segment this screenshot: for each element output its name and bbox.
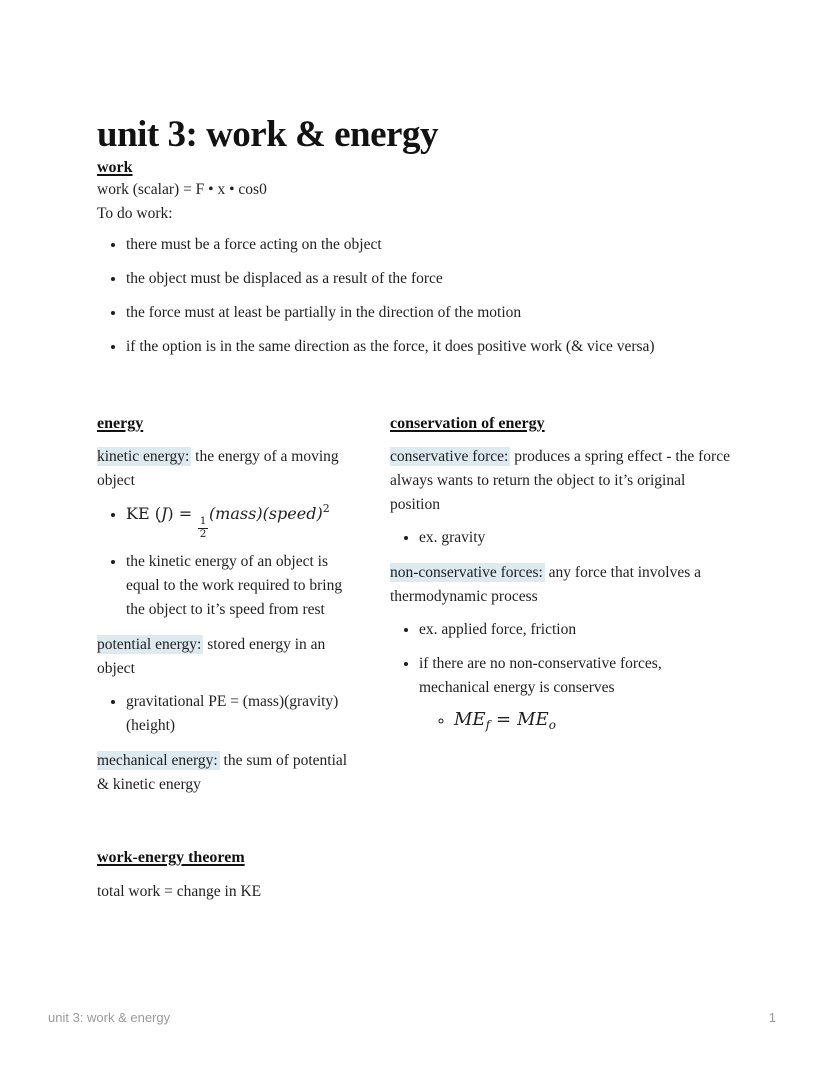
two-column-section (97, 413, 731, 797)
list-item: • gravitational PE = (mass)(gravity)(height) (126, 690, 357, 738)
mechanical-energy-definition (97, 749, 357, 797)
list-item: • ex. gravity (419, 526, 731, 550)
nonconservative-forces-definition-text: any force that involves a thermodynamic process (390, 564, 702, 605)
kinetic-energy-definition-text: the energy of a moving object (97, 448, 339, 489)
me-formula-item (454, 706, 731, 734)
potential-energy-definition (97, 633, 357, 681)
conservative-force-list (390, 526, 731, 550)
conservative-force-definition (390, 445, 731, 517)
list-item: • the force must at least be partially in the direction of the motion (126, 301, 731, 325)
section-energy (97, 413, 357, 797)
nonconservative-forces-definition (390, 561, 731, 609)
ke-formula-item (126, 502, 357, 540)
ke-exponent: 2 (322, 502, 330, 515)
section-work (97, 157, 731, 359)
page-number: 1 (768, 1010, 776, 1025)
work-intro: To do work: (97, 205, 173, 222)
list-item: • if the option is in the same direction as the force, it does positive work (& vice versa) (126, 335, 731, 359)
section-conservation (390, 413, 731, 734)
mechanical-energy-definition-text: the sum of potential & kinetic energy (97, 752, 348, 794)
kinetic-energy-definition (97, 445, 357, 493)
mechanical-energy-term-highlight: mechanical energy: (97, 752, 218, 770)
work-heading: work (97, 159, 133, 176)
ke-formula: KE (J) = $\frac{1}{2}$ (mass)(speed)$^2$ (126, 502, 330, 540)
potential-energy-term-highlight: potential energy: (97, 636, 202, 654)
list-item: • the object must be displaced as a result of the force (126, 267, 731, 291)
me-formula: $ME_f = ME_o$ (454, 709, 556, 732)
nonconservative-forces-term-highlight: non-conservative forces: (390, 564, 543, 581)
ke-unit: (J) (154, 504, 174, 523)
conservation-heading: conservation of energy (390, 415, 545, 432)
energy-heading: energy (97, 415, 144, 432)
me-subscript-f: f (485, 718, 491, 732)
kinetic-energy-term-highlight: kinetic energy: (97, 448, 190, 465)
potential-energy-list (97, 690, 357, 738)
nonconservative-forces-list (390, 618, 731, 734)
conservative-force-term-highlight: conservative force: (390, 448, 509, 465)
list-item: • if there are no non-conservative forces, mechanical energy is conserves ◦ $ME_f = ME_o$ (419, 652, 731, 734)
page-footer (48, 1010, 776, 1026)
work-formula: work (scalar) = F • x • cos0 (97, 181, 267, 198)
fraction-one-half: $\frac{1}{2}$ (199, 515, 207, 540)
kinetic-energy-list (97, 502, 357, 622)
list-item: • the kinetic energy of an object is equal to the work required to bring the object to it’s speed from rest (126, 550, 357, 622)
potential-energy-definition-text: stored energy in an object (97, 636, 326, 678)
me-sub-list (419, 706, 731, 734)
footer-title: unit 3: work & energy (48, 1010, 171, 1025)
me-subscript-o: o (548, 718, 556, 732)
work-bullet-list (97, 233, 731, 359)
list-item: • ex. applied force, friction (419, 618, 731, 642)
section-work-energy-theorem (97, 847, 731, 904)
conservative-force-definition-text: produces a spring effect - the force always wants to return the object to it’s original position (390, 448, 730, 513)
page-title: unit 3: work & energy (97, 114, 438, 155)
list-item: • there must be a force acting on the object (126, 233, 731, 257)
theorem-heading: work-energy theorem (97, 849, 245, 867)
theorem-body: total work = change in KE (97, 883, 262, 901)
